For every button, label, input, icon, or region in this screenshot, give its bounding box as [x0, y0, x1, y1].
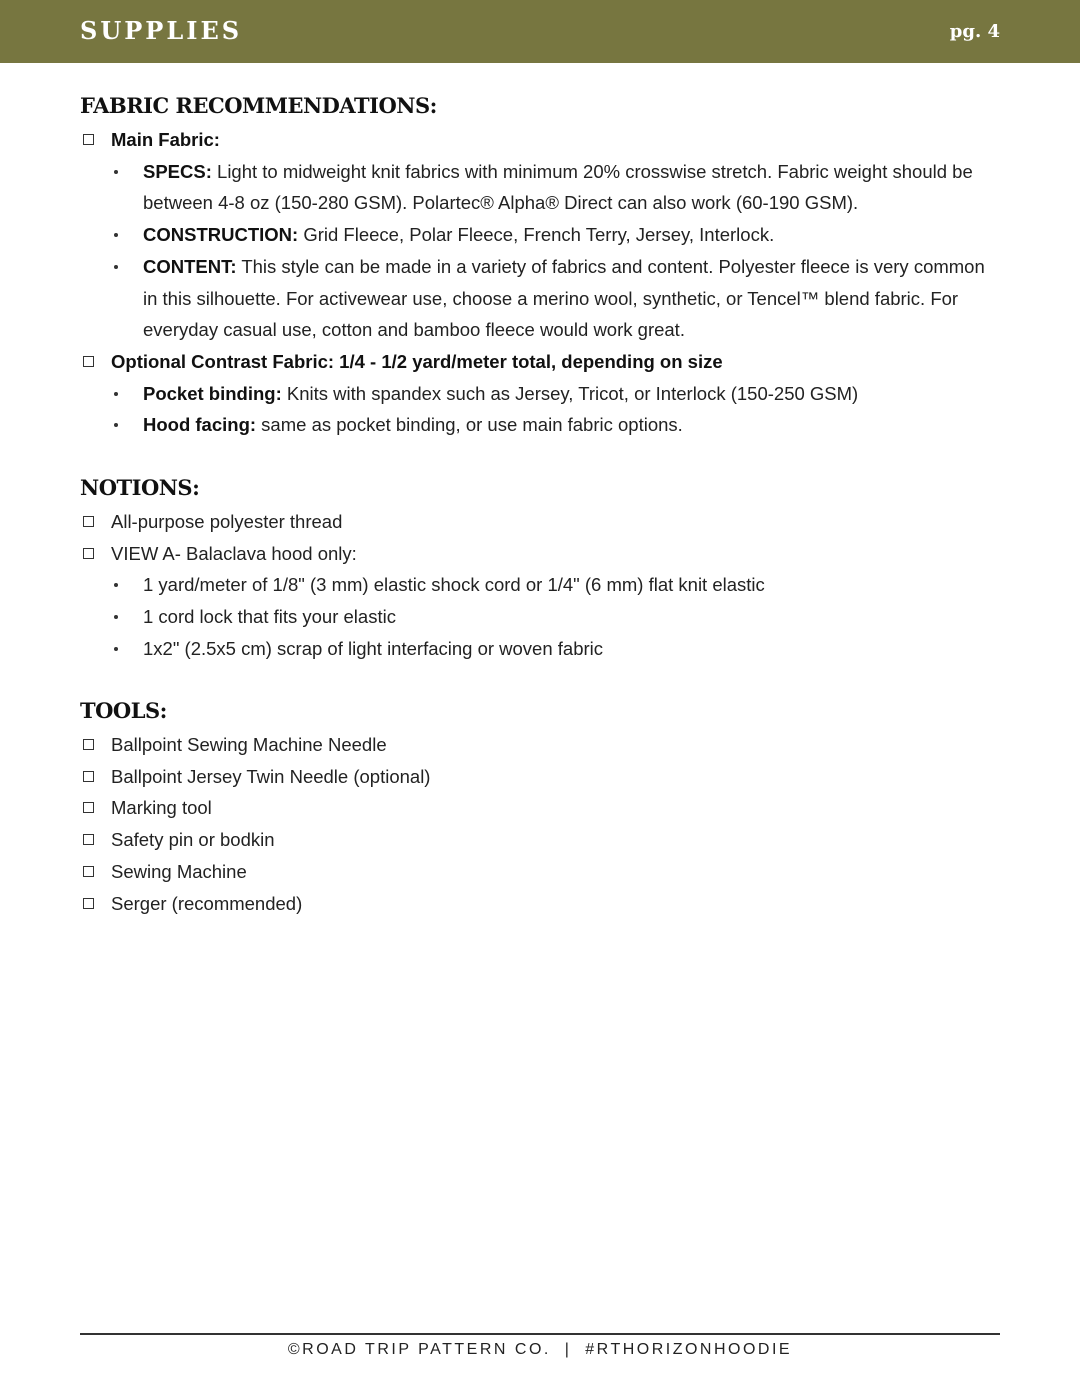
checklist-item-thread [80, 506, 1000, 538]
bullet-icon [114, 583, 118, 587]
construction-text: Grid Fleece, Polar Fleece, French Terry, Jersey, Interlock. [298, 224, 775, 246]
checklist-item-tool [80, 761, 1000, 793]
hood-facing-label: Hood facing: [143, 414, 257, 436]
checkbox-icon [83, 802, 94, 813]
bullet-item-cord-lock [80, 601, 1000, 633]
checkbox-icon [83, 898, 94, 909]
main-fabric-label: Main Fabric: [111, 129, 220, 150]
checklist-item-tool [80, 888, 1000, 920]
tools-section [80, 695, 1000, 919]
checkbox-icon [83, 356, 94, 367]
tool-text: Sewing Machine [111, 860, 247, 882]
bullet-item-hood-facing [80, 409, 1000, 441]
notions-section [80, 472, 1000, 665]
pocket-binding-text: Knits with spandex such as Jersey, Tricot, or Interlock (150-250 GSM) [281, 382, 859, 404]
content-text: This style can be made in a variety of fabrics and content. Polyester fleece is very common in this silhouette. For activewear use, choose a merino wool, synthetic, or Tencel™ blend fabric. For everyday casual use, cotton and bamboo fleece would work great. [143, 255, 985, 341]
fabric-section [80, 90, 1000, 441]
bullet-icon [114, 170, 118, 174]
bullet-icon [114, 265, 118, 269]
pocket-binding-label: Pocket binding: [143, 382, 282, 404]
bullet-item-content [80, 251, 1000, 346]
checklist-item-contrast-fabric [80, 346, 1000, 378]
page-title: SUPPLIES [80, 16, 243, 45]
checkbox-icon [83, 134, 94, 145]
tool-text: Marking tool [111, 797, 212, 819]
specs-text: Light to midweight knit fabrics with minimum 20% crosswise stretch. Fabric weight should be between 4-8 oz (150-280 GSM). Polartec® Alpha® Direct can also work (60-190 GSM). [143, 160, 973, 214]
construction-label: CONSTRUCTION: [143, 224, 299, 246]
view-a-text: VIEW A- Balaclava hood only: [111, 542, 357, 564]
checklist-item-tool [80, 856, 1000, 888]
footer-copyright: ©ROAD TRIP PATTERN CO. | #RTHORIZONHOODIE [287, 1341, 793, 1358]
checkbox-icon [83, 516, 94, 527]
checkbox-icon [83, 866, 94, 877]
bullet-icon [114, 392, 118, 396]
elastic-text: 1 yard/meter of 1/8" (3 mm) elastic shock cord or 1/4" (6 mm) flat knit elastic [143, 574, 765, 596]
bullet-icon [114, 615, 118, 619]
bullet-item-scrap [80, 633, 1000, 665]
checklist-item-tool [80, 729, 1000, 761]
page-number: pg. 4 [949, 21, 1000, 42]
bullet-icon [114, 647, 118, 651]
bullet-item-specs [80, 156, 1000, 219]
checkbox-icon [83, 739, 94, 750]
cord-lock-text: 1 cord lock that fits your elastic [143, 606, 396, 628]
footer-divider [80, 1333, 1000, 1335]
thread-text: All-purpose polyester thread [111, 511, 343, 532]
scrap-text: 1x2" (2.5x5 cm) scrap of light interfacing or woven fabric [143, 637, 604, 659]
checkbox-icon [83, 548, 94, 559]
checklist-item-view-a [80, 538, 1000, 570]
fabric-heading: FABRIC RECOMMENDATIONS: [80, 93, 437, 118]
bullet-item-elastic [80, 569, 1000, 601]
tool-text: Ballpoint Sewing Machine Needle [111, 734, 387, 755]
bullet-icon [114, 233, 118, 237]
bullet-icon [114, 423, 118, 427]
tool-text: Safety pin or bodkin [111, 829, 275, 851]
checklist-item-main-fabric [80, 124, 1000, 156]
tool-text: Serger (recommended) [111, 892, 303, 914]
page-header [0, 0, 1080, 63]
hood-facing-text: same as pocket binding, or use main fabric options. [256, 414, 683, 436]
contrast-fabric-label: Optional Contrast Fabric: 1/4 - 1/2 yard/meter total, depending on size [111, 350, 723, 372]
tool-text: Ballpoint Jersey Twin Needle (optional) [111, 765, 431, 787]
checkbox-icon [83, 834, 94, 845]
checkbox-icon [83, 771, 94, 782]
checklist-item-tool [80, 792, 1000, 824]
tools-heading: TOOLS: [80, 698, 167, 723]
bullet-item-pocket-binding [80, 378, 1000, 410]
bullet-item-construction [80, 219, 1000, 251]
notions-heading: NOTIONS: [80, 475, 200, 500]
checklist-item-tool [80, 824, 1000, 856]
content-label: CONTENT: [143, 255, 237, 277]
specs-label: SPECS: [143, 160, 212, 182]
